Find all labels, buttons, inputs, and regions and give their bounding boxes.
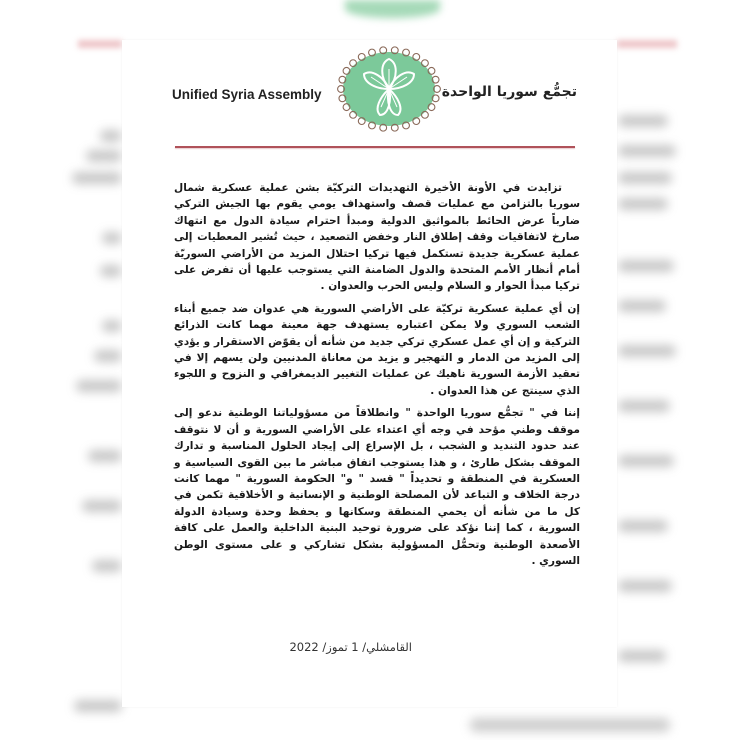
header-divider (175, 146, 575, 148)
blurred-text-bar (618, 520, 668, 532)
blurred-text-bar (618, 455, 674, 467)
blurred-text-bar (618, 650, 666, 662)
blurred-text-bar (618, 345, 676, 357)
blurred-text-bar (92, 560, 122, 572)
blurred-text-bar (618, 172, 672, 184)
blurred-text-bar (470, 718, 670, 732)
blurred-text-bar (618, 400, 670, 412)
logo-chain-link (343, 67, 350, 74)
paragraph-1: تزايدت في الأونة الأخيرة التهديدات التركيّة بشن عملية عسكرية شمال سوريا بالتزامن مع عمليات قصف واستهداف يومي يقوم بها الجيش التركي ضارباً عرض الحائط بالمواثيق الدولية ومبدأ احترام سيادة الدول مع انتهاك صارخ لاتفاقيات وقف إطلاق النار وخفض التصعيد ، حيث تُشير المعطيات إلى عملية عسكرية جديدة تستكمل فيها تركيا احتلال المزيد من الأراضي السوريّة أمام أنظار الأمم المتحدة والدول الضامنة التي يستوجب عليها أن تفرض على تركيا مبدأ الحوار و السلام وليس الحرب والعدوان . (174, 182, 580, 293)
blurred-text-bar (102, 320, 122, 332)
paragraph-2: إن أي عملية عسكرية تركيّة على الأراضي السورية هي عدوان ضد جميع أبناء الشعب السوري ولا يمكن اعتباره يستهدف جهة معينة مهما كانت الذرائع التركية و إن أي عمل عسكري تركي جديد من شأنه أن يقوّض الاستقرار و يؤدي إلى المزيد من الدمار و التهجير و يزيد من معاناة المدنيين ولن يسهم إلا في تعقيد الأزمة السورية ناهيك عن عمليات التغيير الديمغرافي و النزوح و اللجوء الذي سينتج عن هذا العدوان . (174, 302, 580, 397)
blurred-text-bar (618, 145, 676, 157)
blurred-text-bar (82, 500, 122, 512)
paragraph-3: إننا في " تجمُّع سوريا الواحدة " وانطلاقاً من مسؤولياتنا الوطنية ندعو إلى موقف وطني مؤحد في وجه أي اعتداء على الأراضي السورية و أن لا نتوقف عند حدود التنديد و الشجب ، بل الإسراع إلى إيجاد الحلول المناسبة و تدارك الموقف بشكل طارئ ، و هذا يستوجب اتفاق مباشر ما بين القوى السياسية و العسكرية في المنطقة و تحديداً " قسد " و" الحكومة السورية " مهما كانت درجة الخلاف و التباعد لأن المصلحة الوطنية و الإنسانية و الأخلاقية تكمن في كل ما من شأنه أن يحمي المنطقة وسكانها و يحفظ وحدة وسيادة الدولة السورية ، كما إننا نؤكد على ضرورة توحيد البنية الداخلية والعمل على كافة الأصعدة الوطنية وتحمُّل المسؤولية بشكل تشاركي و على مستوى الوطن السوري . (174, 407, 580, 567)
blurred-text-bar (100, 130, 122, 142)
blurred-text-bar (94, 350, 122, 362)
blurred-text-bar (618, 260, 674, 272)
statement-body (174, 180, 580, 575)
org-name-arabic: تجمُّع سوريا الواحدة (441, 84, 577, 100)
blurred-text-bar (74, 700, 122, 712)
blurred-text-bar (86, 150, 122, 162)
logo-chain-link (343, 104, 350, 111)
place-date-signature: القامشلي/ 1 تموز/ 2022 (289, 640, 412, 654)
logo-chain-link (428, 67, 435, 74)
org-name-english: Unified Syria Assembly (172, 87, 322, 102)
statement-document (122, 40, 617, 707)
blurred-text-bar (102, 232, 122, 244)
blurred-text-bar (88, 450, 122, 462)
blurred-divider-right (617, 40, 677, 48)
logo-chain-link (350, 111, 357, 118)
blurred-divider-left (78, 40, 122, 48)
letterhead (122, 40, 617, 148)
logo-chain-link (422, 60, 429, 67)
logo-chain-link (422, 111, 429, 118)
blurred-text-bar (72, 172, 122, 184)
blurred-text-bar (100, 265, 122, 277)
blurred-text-bar (618, 115, 668, 127)
logo-chain-link (350, 60, 357, 67)
blurred-text-bar (618, 580, 672, 592)
blurred-logo (345, 0, 440, 18)
blurred-text-bar (618, 300, 666, 312)
blurred-text-bar (618, 198, 668, 210)
flower-emblem-icon (336, 45, 442, 133)
logo-chain-link (428, 104, 435, 111)
blurred-text-bar (76, 380, 122, 392)
